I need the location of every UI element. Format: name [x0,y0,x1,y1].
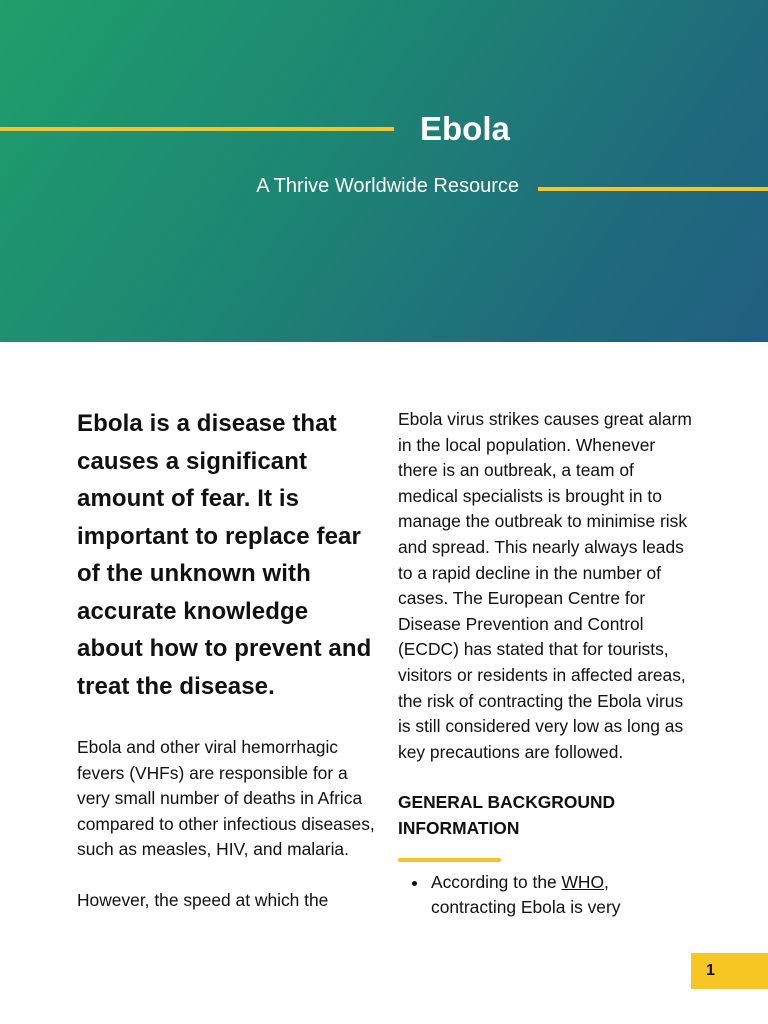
hero-rule-right [538,187,768,191]
bullet-text-suffix: , contracting Ebola is very [431,871,621,918]
body-paragraph: However, the speed at which the [77,889,329,910]
bullet-icon [412,881,417,886]
hero-rule-left [0,127,394,131]
who-link[interactable]: WHO [561,871,605,892]
section-heading-rule [398,858,501,862]
page-subtitle: A Thrive Worldwide Resource [256,175,519,197]
lead-statement: Ebola is a disease that causes a significant amount of fear. It is important to replace fear of the unknown with accurate knowledge about how to prevent and treat the disease. [77,410,372,700]
hero-banner [0,0,768,342]
body-paragraph: Ebola virus strikes causes great alarm in the local population. Whenever there is an outbreak, a team of medical specialists is brought in to manage the outbreak to minimise risk and spread. This nearly always leads to a rapid decline in the number of cases. The European Centre for Disease Prevention and Control (ECDC) has stated that for tourists, visitors or residents in affected areas, the risk of contracting the Ebola virus is still considered very low as long as key precautions are followed. [398,409,692,762]
page-title: Ebola [420,110,510,147]
right-column [398,407,698,921]
page-number-badge: 1 [691,953,768,989]
left-column [77,405,377,914]
section-heading: GENERAL BACKGROUND INFORMATION [398,792,616,838]
body-paragraph: Ebola and other viral hemorrhagic fevers (VHFs) are responsible for a very small number of deaths in Africa compared to other infectious diseases, such as measles, HIV, and malaria. [77,737,375,860]
bullet-list [398,870,698,921]
bullet-text-prefix: According to the [431,871,562,892]
list-item [398,870,698,921]
